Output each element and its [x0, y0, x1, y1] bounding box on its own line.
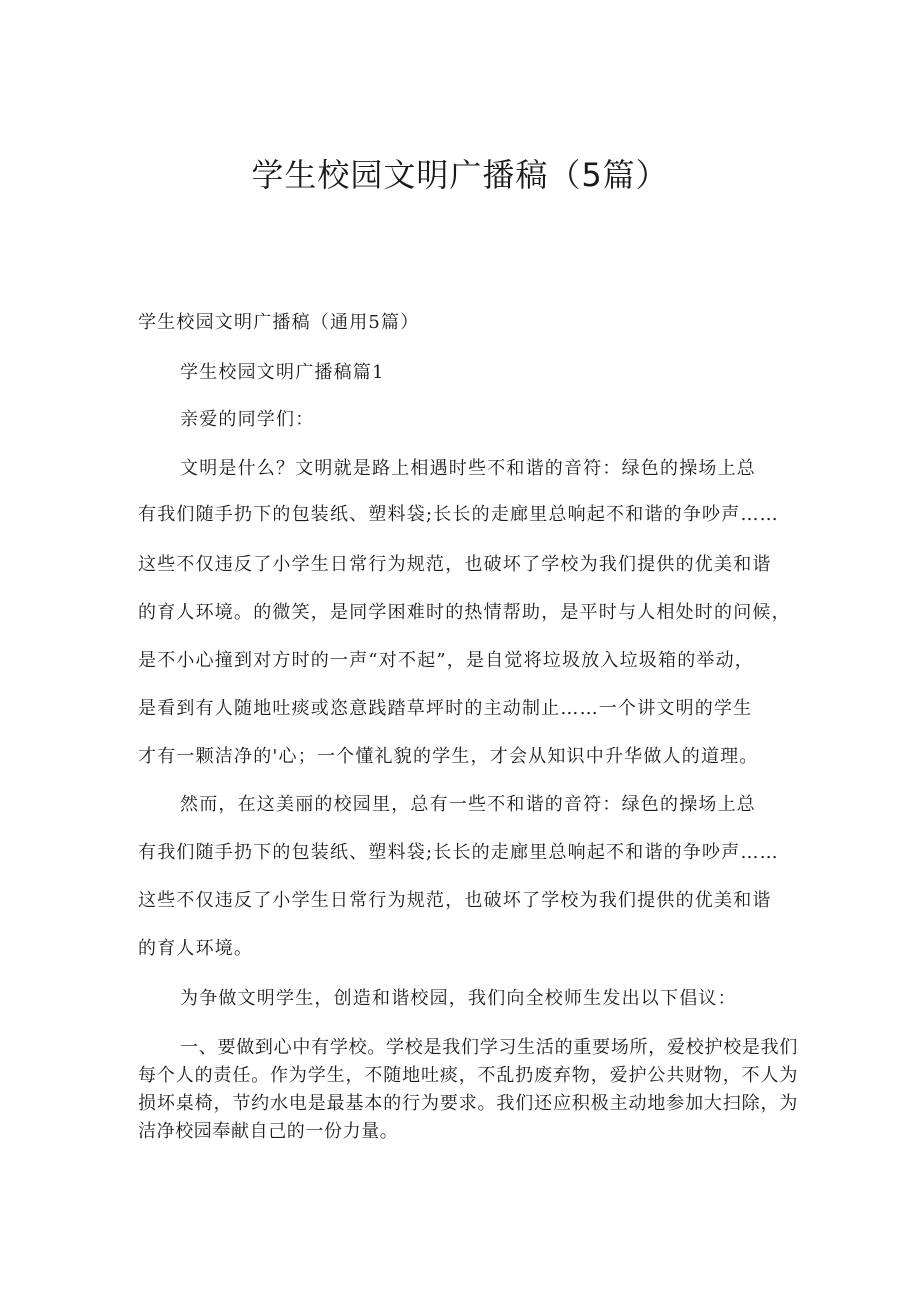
paragraph1-line: 的育人环境。的微笑，是同学困难时的热情帮助，是平时与人相处时的问候，	[138, 602, 791, 623]
paragraph2-line: 有我们随手扔下的包装纸、塑料袋;长长的走廊里总响起不和谐的争吵声……	[138, 842, 779, 863]
paragraph2-line: 然而，在这美丽的校园里，总有一些不和谐的音符：绿色的操场上总	[180, 794, 756, 815]
paragraph1-line: 是不小心撞到对方时的一声“对不起”，是自觉将垃圾放入垃圾箱的举动，	[138, 650, 755, 671]
paragraph1-line: 才有一颗洁净的'心；一个懂礼貌的学生，才会从知识中升华做人的道理。	[138, 746, 759, 767]
paragraph1-line: 文明是什么？文明就是路上相遇时些不和谐的音符：绿色的操场上总	[180, 458, 756, 479]
paragraph2-line: 的育人环境。	[138, 938, 254, 959]
document-title: 学生校园文明广播稿（5篇）	[251, 156, 669, 194]
paragraph1-line: 这些不仅违反了小学生日常行为规范，也破坏了学校为我们提供的优美和谐	[138, 554, 772, 575]
document-subtitle: 学生校园文明广播稿（通用5篇）	[138, 312, 420, 333]
proposal-item-1: 一、要做到心中有学校。学校是我们学习生活的重要场所，爱校护校是我们每个人的责任。作为学生，不随地吐痰，不乱扔废弃物，爱护公共财物，不人为损坏桌椅，节约水电是最基本的行为要求。我们还应积极主动地参加大扫除，为洁净校园奉献自己的一份力量。	[138, 1037, 798, 1142]
paragraph1-line: 是看到有人随地吐痰或恣意践踏草坪时的主动制止……一个讲文明的学生	[138, 698, 753, 719]
paragraph2-line: 这些不仅违反了小学生日常行为规范，也破坏了学校为我们提供的优美和谐	[138, 890, 772, 911]
paragraph1-line: 有我们随手扔下的包装纸、塑料袋;长长的走廊里总响起不和谐的争吵声……	[138, 504, 779, 525]
greeting-line: 亲爱的同学们：	[180, 409, 315, 430]
section-heading: 学生校园文明广播稿篇1	[180, 362, 385, 383]
proposal-intro: 为争做文明学生，创造和谐校园，我们向全校师生发出以下倡议：	[180, 988, 737, 1009]
